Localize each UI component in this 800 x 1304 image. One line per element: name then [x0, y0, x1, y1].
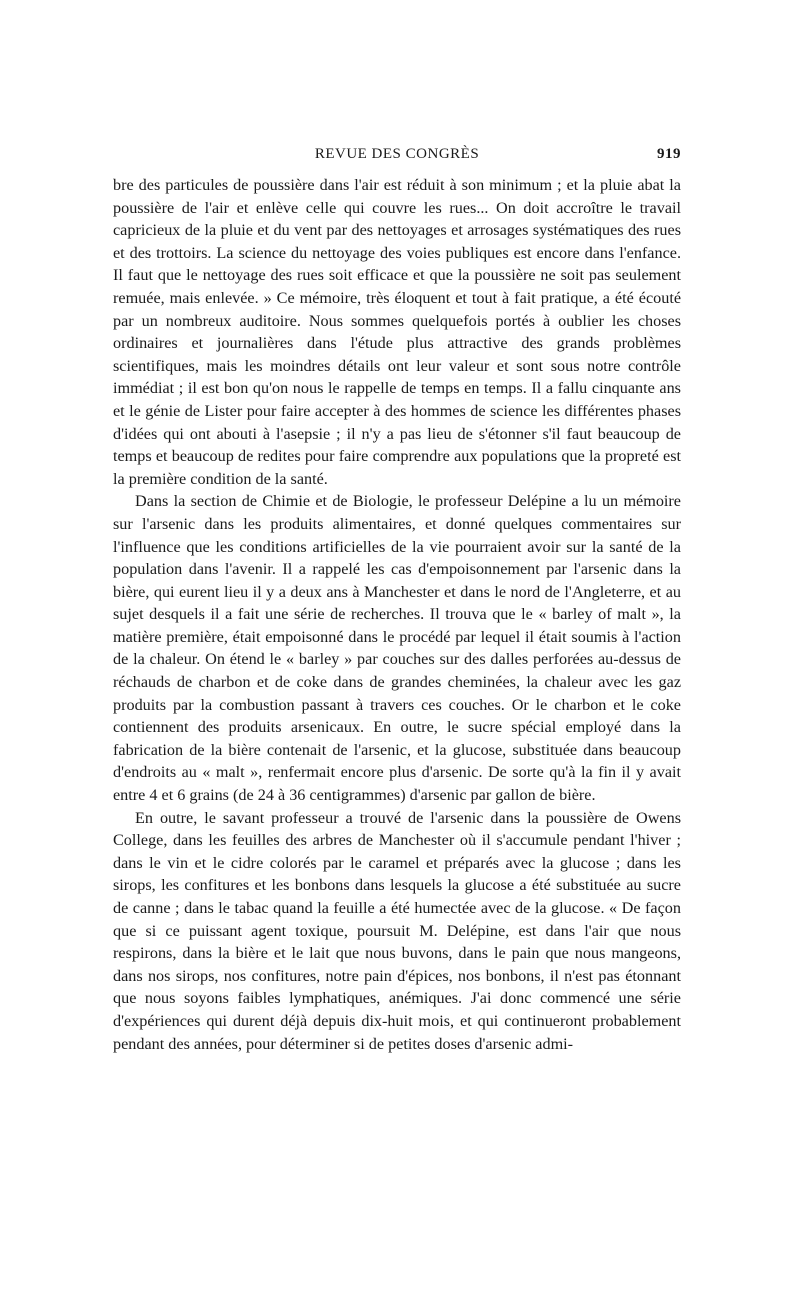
body-text [113, 174, 681, 1055]
page-number: 919 [657, 146, 681, 162]
paragraph-arsenic-sources: En outre, le savant professeur a trouvé de l'arsenic dans la poussière de Owens College, dans les feuilles des arbres de Manchester où il s'accumule pendant l'hiver ; dans le vin et le cidre colorés par le caramel et préparés avec la glucose ; dans les sirops, les confitures et les bonbons dans lesquels la glucose a été substituée au sucre de canne ; dans le tabac quand la feuille a été humectée avec de la glucose. « De façon que si ce puissant agent toxique, poursuit M. Delépine, est dans l'air que nous respirons, dans la bière et le lait que nous buvons, dans le pain que nous mangeons, dans nos sirops, nos confitures, notre pain d'épices, nos bonbons, il n'est pas étonnant que nous soyons faibles lymphatiques, anémiques. J'ai donc commencé une série d'expériences qui durent déjà depuis dix-huit mois, et qui continueront probablement pendant des années, pour déterminer si de petites doses d'arsenic admi- [113, 808, 681, 1053]
running-title: REVUE DES CONGRÈS [314, 146, 480, 162]
paragraph-continued: bre des particules de poussière dans l'air est réduit à son minimum ; et la pluie abat la poussière de l'air et enlève celle qui couvre les rues... On doit accroître le travail capricieux de la pluie et du vent par des nettoyages et arrosages systématiques des rues et des trottoirs. La science du nettoyage des voies publiques est encore dans l'enfance. Il faut que le nettoyage des rues soit efficace et que la poussière ne soit pas seulement remuée, mais enlevée. » Ce mémoire, très éloquent et tout à fait pratique, a été écouté par un nombreux auditoire. Nous sommes quelquefois portés à oublier les choses ordinaires et journalières dans l'étude plus attractive des grands problèmes scientifiques, mais les moindres détails ont leur valeur et sont sous notre contrôle immédiat ; il est bon qu'on nous le rappelle de temps en temps. Il a fallu cinquante ans et le génie de Lister pour faire accepter à des hommes de science les différentes phases d'idées qui ont abouti à l'asepsie ; il n'y a pas lieu de s'étonner s'il faut beaucoup de temps et beaucoup de redites pour faire comprendre aux populations que la propreté est la première condition de la santé. [113, 176, 681, 488]
document-page [113, 140, 681, 1055]
paragraph-arsenic-food: Dans la section de Chimie et de Biologie, le professeur Delépine a lu un mémoire sur l'arsenic dans les produits alimentaires, et donné quelques commentaires sur l'influence que les conditions artificielles de la vie pourraient avoir sur la santé de la population dans l'avenir. Il a rappelé les cas d'empoisonnement par l'arsenic dans la bière, qui eurent lieu il y a deux ans à Manchester et dans le nord de l'Angleterre, et au sujet desquels il a fait une série de recherches. Il trouva que le « barley of malt », la matière première, était empoisonné dans le procédé par lequel il était soumis à l'action de la chaleur. On étend le « barley » par couches sur des dalles perforées au-dessus de réchauds de charbon et de coke dans de grandes cheminées, la chaleur avec les gaz produits par la combustion passant à travers ces couches. Or le charbon et le coke contiennent des produits arsenicaux. En outre, le sucre spécial employé dans la fabrication de la bière contenait de l'arsenic, et la glucose, substituée dans beaucoup d'endroits au « malt », renfermait encore plus d'arsenic. De sorte qu'à la fin il y avait entre 4 et 6 grains (de 24 à 36 centigrammes) d'arsenic par gallon de bière. [113, 492, 681, 805]
running-header [113, 140, 681, 174]
